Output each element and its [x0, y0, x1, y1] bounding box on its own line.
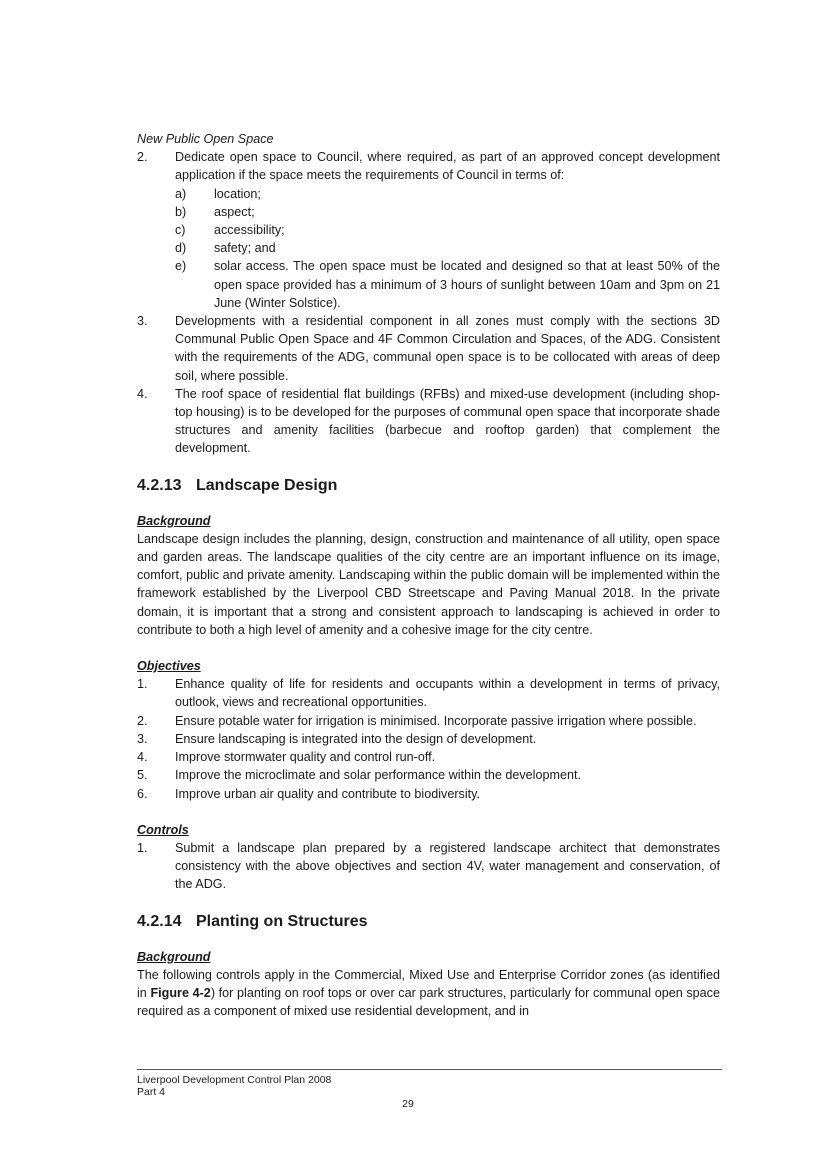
background-paragraph: Landscape design includes the planning, design, construction and maintenance of all utility, open space and garden areas. The landscape qualities of the city centre are an important influence on its image, comfort, public and private amenity. Landscaping within the public domain will be implemented within the framework established by the Liverpool CBD Streetscape and Paving Manual 2018. In the private domain, it is important that a strong and consistent approach to landscaping is achieved in order to contribute to both a high level of amenity and a cohesive image for the city centre. — [137, 531, 720, 637]
sub-item — [175, 203, 720, 221]
sub-item-letter: c) — [175, 223, 186, 238]
list-item — [137, 385, 720, 458]
item-text: Ensure potable water for irrigation is minimised. Incorporate passive irrigation where possible. — [175, 713, 697, 728]
open-space-heading: New Public Open Space — [137, 132, 274, 146]
controls-label: Controls — [137, 822, 189, 837]
background-label: Background — [137, 513, 211, 528]
sub-item-text: solar access. The open space must be located and designed so that at least 50% of the open space provided has a minimum of 3 hours of sunlight between 10am and 3pm on 21 June (Winter Solstice). — [214, 259, 720, 310]
sub-item-text: safety; and — [214, 241, 276, 256]
sub-item — [175, 239, 720, 257]
sub-item-letter: a) — [175, 186, 187, 201]
planting-background-paragraph — [137, 966, 720, 1021]
sub-item-text: aspect; — [214, 204, 255, 219]
sub-item — [175, 257, 720, 312]
footer-document-title: Liverpool Development Control Plan 2008 — [137, 1074, 332, 1086]
sub-item-letter: d) — [175, 241, 187, 256]
list-item — [137, 148, 720, 184]
sub-item — [175, 185, 720, 203]
item-number: 2. — [137, 713, 148, 728]
item-text: Dedicate open space to Council, where required, as part of an approved concept development application if the space meets the requirements of Council in terms of: — [175, 150, 720, 183]
document-body — [137, 130, 720, 1020]
objective-item — [137, 785, 720, 803]
background-label: Background — [137, 949, 211, 964]
page-footer — [137, 1069, 722, 1098]
objective-item — [137, 766, 720, 784]
item-text: Enhance quality of life for residents and occupants within a development in terms of privacy, outlook, views and recreational opportunities. — [175, 677, 720, 710]
item-number: 4. — [137, 386, 148, 401]
sub-item-text: accessibility; — [214, 223, 285, 238]
item-number: 1. — [137, 677, 148, 692]
item-number: 5. — [137, 768, 148, 783]
item-number: 2. — [137, 150, 148, 165]
footer-part: Part 4 — [137, 1086, 166, 1098]
page-number: 29 — [402, 1098, 414, 1110]
control-item — [137, 839, 720, 894]
sub-item-text: location; — [214, 186, 261, 201]
section-heading-planting — [137, 912, 720, 932]
sub-item-letter: e) — [175, 259, 187, 274]
objective-item — [137, 712, 720, 730]
item-number: 1. — [137, 840, 148, 855]
sub-item-letter: b) — [175, 204, 187, 219]
item-number: 3. — [137, 314, 148, 329]
item-text: Developments with a residential component in all zones must comply with the sections 3D Communal Public Open Space and 4F Common Circulation and Spaces, of the ADG. Consistent with the requirements of the ADG, communal open space is to be collocated with areas of deep soil, where possible. — [175, 314, 720, 383]
section-heading-landscape — [137, 476, 720, 496]
list-item — [137, 312, 720, 385]
figure-reference: Figure 4-2 — [150, 985, 211, 1000]
objective-item — [137, 748, 720, 766]
item-text: Improve the microclimate and solar performance within the development. — [175, 768, 581, 783]
item-number: 4. — [137, 750, 148, 765]
item-text: Ensure landscaping is integrated into the design of development. — [175, 731, 537, 746]
item-text: Improve urban air quality and contribute to biodiversity. — [175, 786, 480, 801]
item-number: 3. — [137, 731, 148, 746]
section-title: Landscape Design — [196, 476, 338, 494]
objective-item — [137, 730, 720, 748]
item-text: Submit a landscape plan prepared by a registered landscape architect that demonstrates consistency with the above objectives and section 4V, water management and conservation, of the ADG. — [175, 840, 720, 892]
section-number: 4.2.13 — [137, 476, 182, 494]
objectives-label: Objectives — [137, 659, 201, 674]
sub-item — [175, 221, 720, 239]
item-text: Improve stormwater quality and control run-off. — [175, 750, 436, 765]
objective-item — [137, 675, 720, 711]
section-title: Planting on Structures — [196, 912, 368, 930]
text-after: ) for planting on roof tops or over car park structures, particularly for communal open space required as a component of mixed use residential development, and in — [137, 985, 720, 1019]
section-number: 4.2.14 — [137, 912, 182, 930]
item-number: 6. — [137, 786, 148, 801]
item-text: The roof space of residential flat buildings (RFBs) and mixed-use development (including shop-top housing) is to be developed for the purposes of communal open space that incorporate shade structures and amenity facilities (barbecue and rooftop garden) that complement the development. — [175, 386, 720, 456]
text-before: The following controls apply in the Commercial, Mixed Use and Enterprise Corridor zones (as identified in — [137, 967, 720, 1000]
